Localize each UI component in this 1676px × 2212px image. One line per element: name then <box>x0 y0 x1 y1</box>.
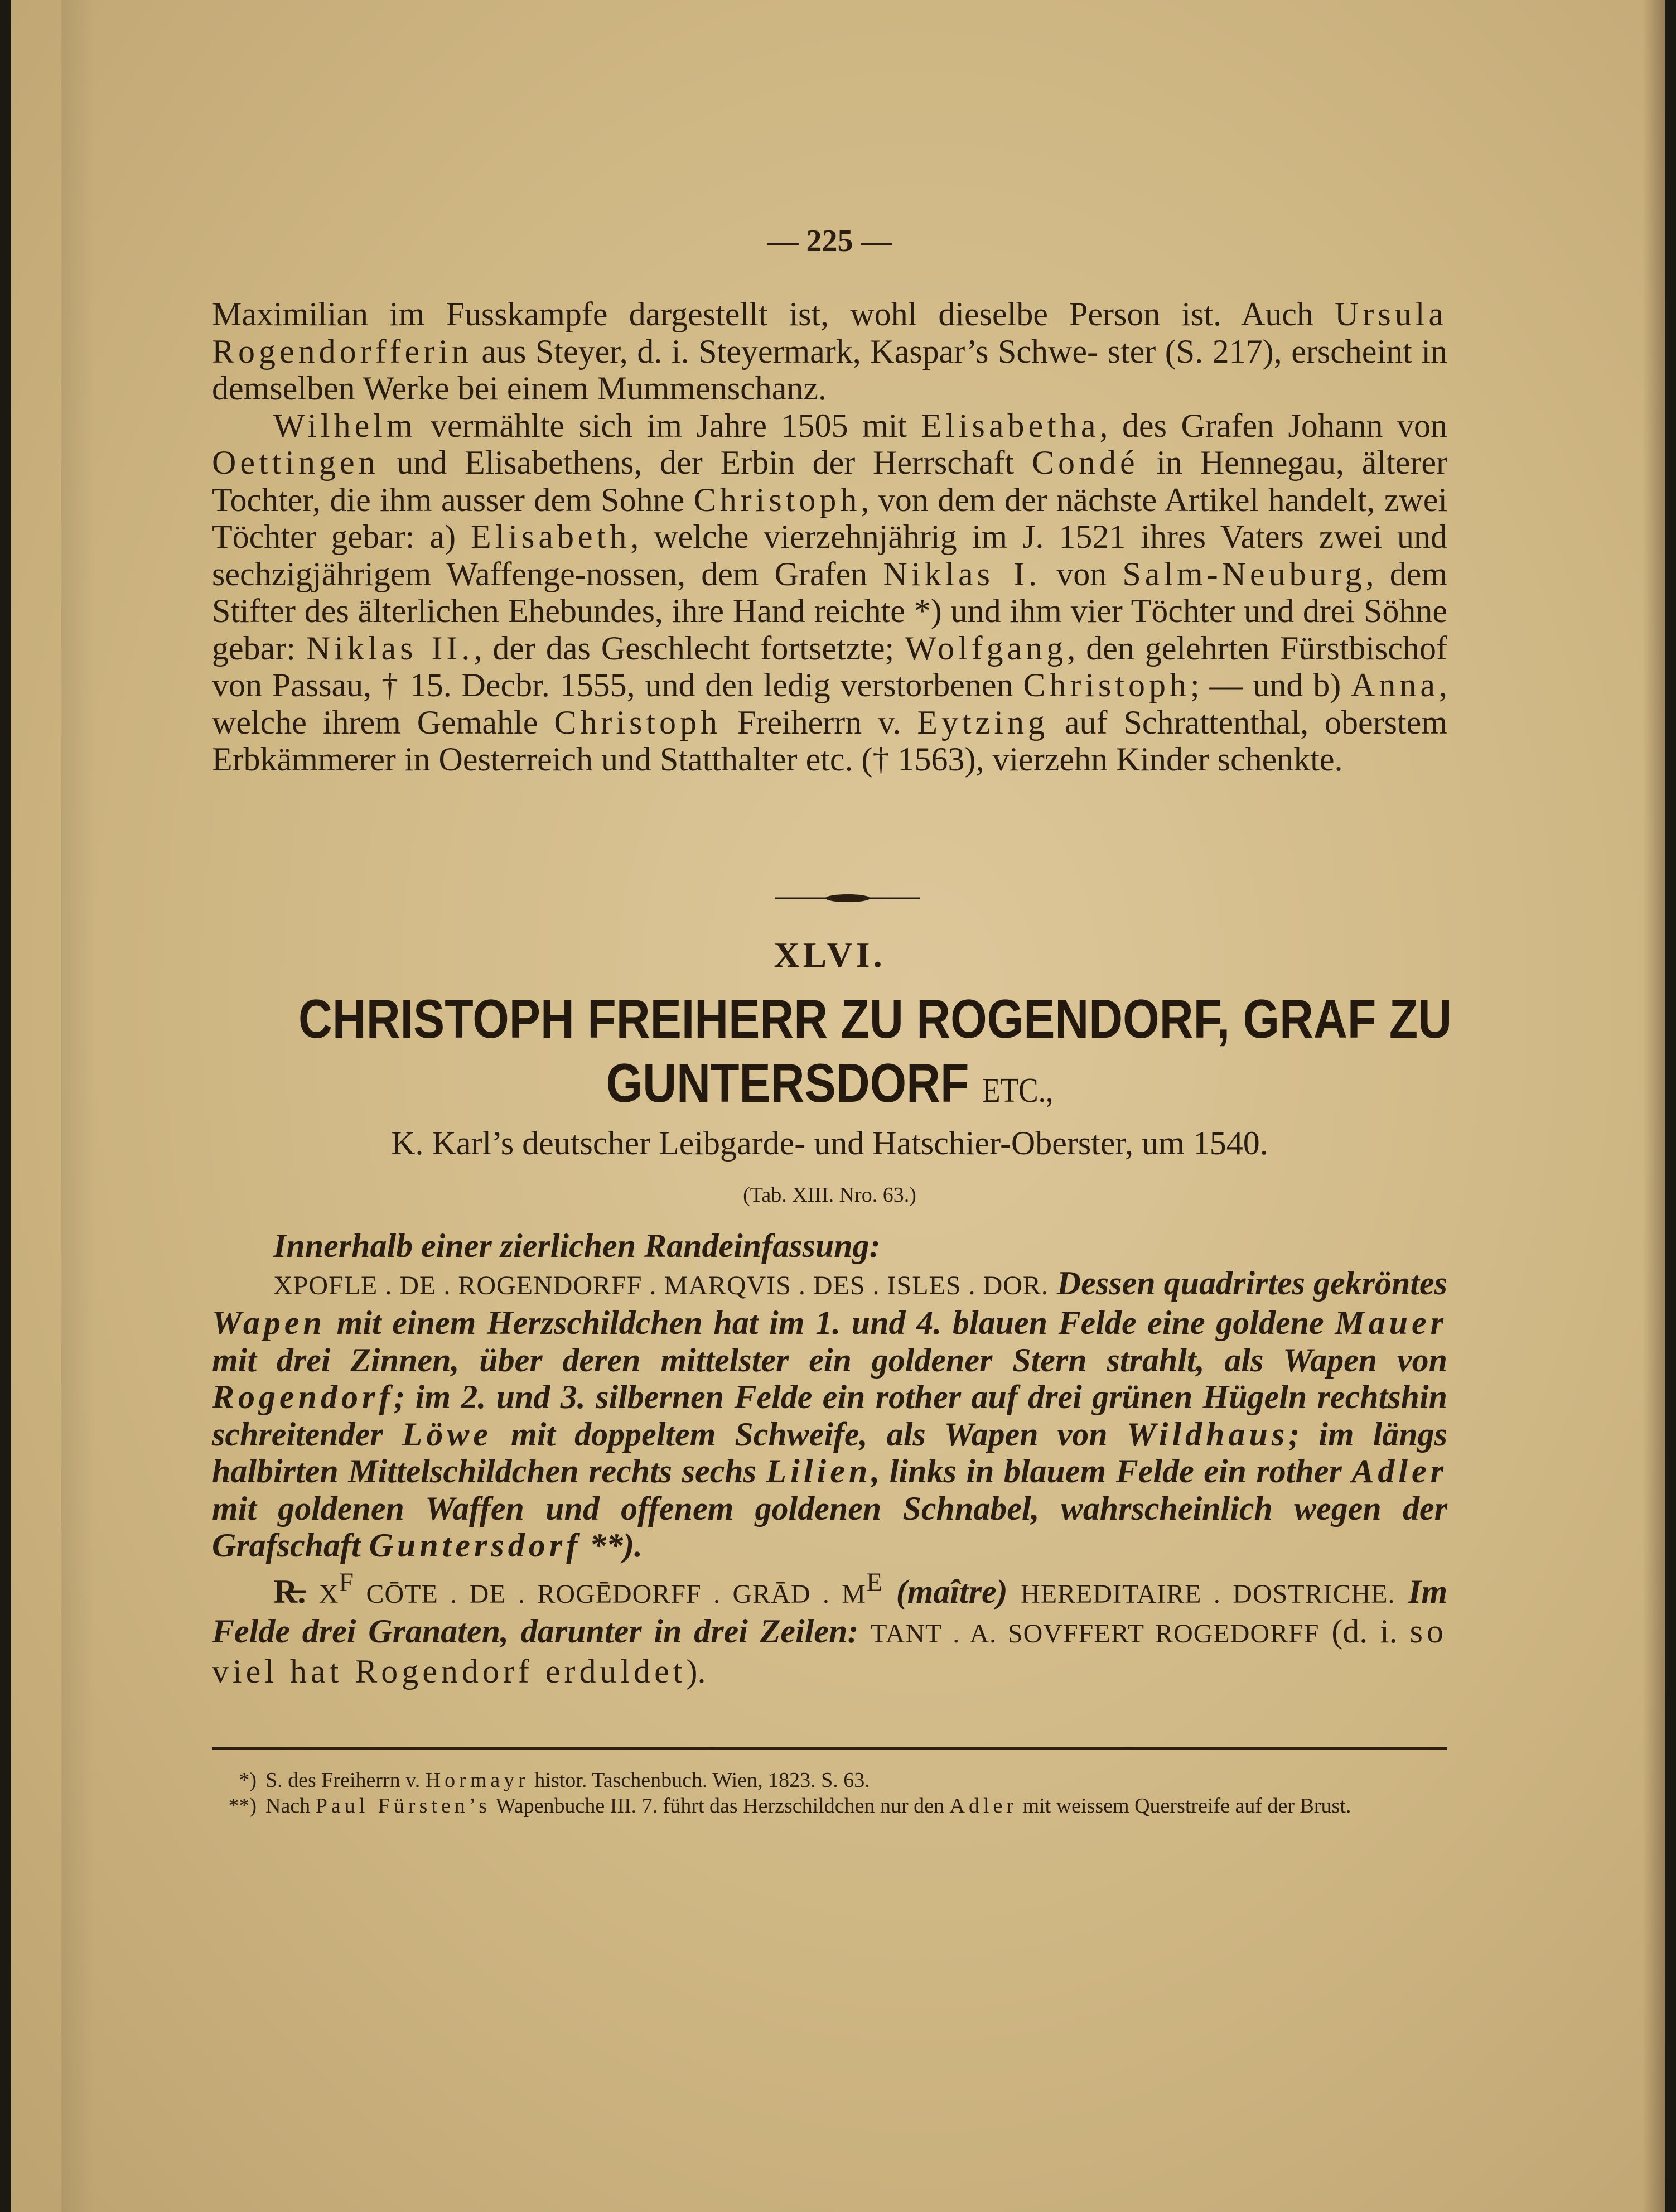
text-run: (maître) <box>883 1573 1021 1610</box>
text-run: ; im 2. und 3. silbernen Felde ein rother auf drei grünen Hügeln rechtshin schreitender <box>212 1379 1447 1453</box>
section-title-line-1: CHRISTOPH FREIHERR ZU ROGENDORF, GRAF ZU <box>298 988 1452 1049</box>
section-title-line-2 <box>298 1052 1361 1115</box>
table-reference: (Tab. XIII. Nro. 63.) <box>743 1183 916 1207</box>
reverse-legend: X <box>318 1579 339 1609</box>
text-run: Dessen quadrirtes gekröntes <box>1048 1264 1447 1302</box>
term: Adler <box>949 1794 1018 1818</box>
book-page <box>11 0 1665 2212</box>
person-name: Wilhelm <box>273 407 417 444</box>
text-run: von <box>1041 555 1123 592</box>
main-text <box>212 296 1447 778</box>
term: Wapen <box>212 1304 326 1341</box>
person-name: Niklas II. <box>306 629 474 667</box>
text-run: mit goldenen Waffen und offenem goldenen Schnabel, wahrscheinlich wegen der Grafschaft <box>212 1490 1447 1564</box>
footnote-1 <box>212 1767 1447 1793</box>
person-name: Christoph <box>1023 667 1191 703</box>
superscript: F <box>339 1567 355 1597</box>
person-name: Christoph <box>554 703 722 741</box>
text-run: mit drei Zinnen, über deren mittelster ein goldener Stern strahlt, als Wapen von <box>212 1341 1447 1379</box>
text-run: ; im längs halbirten Mittelschildchen rechts sechs <box>212 1415 1447 1490</box>
term: Rogendorf <box>212 1379 394 1415</box>
text-run: Freiherrn v. <box>721 703 917 741</box>
footnote-2 <box>212 1793 1447 1819</box>
coin-description <box>212 1227 1447 1690</box>
text-run: , links in blauem Felde ein rother <box>871 1453 1352 1490</box>
footnote-mark: **) <box>228 1794 257 1818</box>
title-name: GUNTERSDORF <box>606 1052 969 1114</box>
footnote-mark: *) <box>239 1768 257 1792</box>
person-name: Wolfgang <box>905 629 1068 667</box>
term: Adler <box>1351 1453 1447 1490</box>
text-run: ; — und b) <box>1190 667 1351 703</box>
text-run: mit doppeltem Schweife, als Wapen von <box>492 1415 1127 1453</box>
text-line: aus Steyer, d. i. Steyermark, Kaspar’s Schwe- <box>472 332 1098 370</box>
text-line: ster (S. 217), erscheint in demselben Werke bei einem Mummenschanz. <box>212 332 1448 407</box>
description-intro <box>212 1227 1447 1265</box>
text-run: mit einem Herzschildchen hat im 1. und 4. blauen Felde eine goldene <box>325 1304 1335 1341</box>
text-run: , des Grafen Johann von <box>1099 407 1447 444</box>
text-run: und Elisabethens, der Erbin der Herrschaft <box>379 444 1032 481</box>
text-run: **). <box>581 1527 643 1564</box>
person-name: Elisabeth <box>471 518 631 555</box>
reverse-legend: HEREDITAIRE . DOSTRICHE. <box>1021 1579 1395 1609</box>
person-name: Elisabetha <box>921 407 1100 444</box>
continuation-paragraph <box>212 296 1447 407</box>
text-run: histor. Taschenbuch. Wien, 1823. S. 63. <box>529 1768 870 1792</box>
reverse-legend: CŌTE . DE . ROGĒDORFF . GRĀD . M <box>354 1579 866 1609</box>
text-run: Im Felde drei Granaten, darunter in drei Zeilen: <box>212 1573 1447 1650</box>
text-run: vermählte sich im Jahre 1505 mit <box>416 407 921 444</box>
place-name: Condé <box>1031 444 1139 481</box>
text-run: auf Schrattenthal, oberstem Erbkämmerer in Oesterreich und Statthalter etc. († 1563), vierzehn Kinder schenkte. <box>212 703 1447 778</box>
footnote-rule <box>212 1747 1447 1750</box>
obverse-paragraph <box>212 1265 1447 1564</box>
reverse-paragraph <box>212 1564 1447 1690</box>
obverse-legend: XPOFLE . DE . ROGENDORFF . MARQVIS . DES . ISLES . DOR. <box>273 1270 1049 1300</box>
person-name: Christoph <box>693 481 861 518</box>
text-run: S. des Freiherrn v. <box>265 1768 426 1792</box>
text-run: Wapenbuche III. 7. führt das Herzschildchen nur den <box>491 1794 950 1818</box>
text-run: (d. i. <box>1319 1613 1410 1650</box>
person-name: Oettingen <box>212 444 379 481</box>
person-name: Paul Fürsten’s <box>315 1794 491 1818</box>
section-subtitle: K. Karl’s deutscher Leibgarde- und Hatschier-Oberster, um 1540. <box>391 1125 1268 1162</box>
text-run: , welche vierzehnjährig im J. 1521 ihres Vaters zwei und sechzigjährigem Waffenge-nossen, dem Grafen <box>212 518 1448 592</box>
reverse-legend: TANT . A. SOVFFERT ROGEDORFF <box>871 1619 1320 1649</box>
page-number: — 225 — <box>767 224 892 258</box>
paragraph-wilhelm <box>212 407 1447 778</box>
person-name: Hormayr <box>425 1768 529 1792</box>
term: Mauer <box>1335 1304 1447 1341</box>
text-run: , dem Stifter des älterlichen Ehebundes, ihre Hand reichte *) und ihm vier Töchter und drei Söhne gebar: <box>212 555 1448 667</box>
person-name: Ursula Rogendorfferin <box>212 296 1448 370</box>
text-line: Maximilian im Fusskampfe dargestellt ist, wohl dieselbe Person ist. Auch <box>212 296 1313 332</box>
term: Lilien <box>766 1453 872 1490</box>
person-name: Niklas I. <box>883 555 1041 592</box>
place-name: Salm-Neuburg <box>1122 555 1366 592</box>
text-run: mit weissem Querstreife auf der Brust. <box>1017 1794 1351 1818</box>
page-fold-shadow <box>61 0 95 2212</box>
text-run: , welche ihrem Gemahle <box>212 667 1447 741</box>
text-run: , von dem der nächste Artikel handelt, zwei Töchter gebar: a) <box>212 481 1448 555</box>
page-edge-shadow <box>1643 0 1665 2212</box>
spaced-phrase: so viel hat Rogendorf erduldet <box>212 1613 1448 1690</box>
text-run: Nach <box>265 1794 316 1818</box>
reverse-mark: R̶. <box>273 1573 306 1610</box>
ornament-divider <box>775 893 920 904</box>
intro-text: Innerhalb einer zierlichen Randeinfassung: <box>273 1227 881 1264</box>
term: Löwe <box>402 1415 492 1453</box>
title-etc: ETC., <box>982 1072 1054 1110</box>
person-name: Anna <box>1351 667 1439 703</box>
text-run: , der das Geschlecht fortsetzte; <box>474 629 905 667</box>
superscript: E <box>866 1567 883 1597</box>
section-number: XLVI. <box>774 935 886 975</box>
footnotes <box>212 1767 1447 1819</box>
term: Wildhaus <box>1126 1415 1289 1453</box>
term: Guntersdorf <box>369 1527 582 1564</box>
text-run: in Hennegau, älterer Tochter, die ihm ausser dem Sohne <box>212 444 1447 518</box>
text-run: ). <box>686 1652 706 1690</box>
person-name: Eytzing <box>917 703 1049 741</box>
text-run: , den gelehrten Fürstbischof von Passau, † 15. Decbr. 1555, und den ledig verstorbenen <box>212 629 1447 703</box>
